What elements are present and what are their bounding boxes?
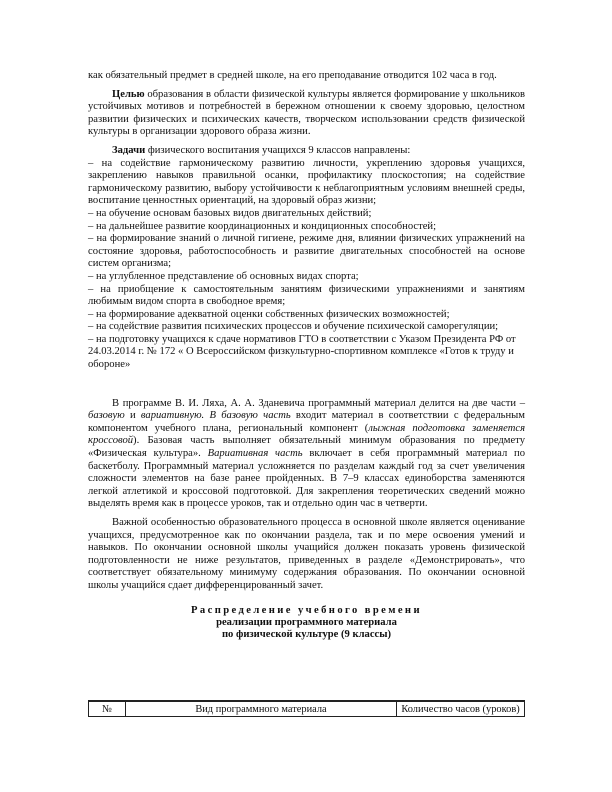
tasks-text: физического воспитания учащихся 9 классов направлены: [145,144,411,156]
task-item: – на обучение основам базовых видов двигательных действий; [88,207,372,219]
goal-lead: Целью [112,88,145,100]
intro-paragraph: как обязательный предмет в средней школе, на его преподавание отводится 102 часа в год. [88,70,497,81]
program-text: ). Базовая часть выполняет обязательный минимум образования по предмету «Физическая культура». [88,435,525,460]
header-material-type: Вид программного материала [126,701,397,717]
header-number: № [89,701,126,717]
task-item: – на приобщение к самостоятельным занятиям физическими упражнениями и занятиям любимым видом спорта в свободное время; [88,283,525,308]
program-text: входит материал в соответствии с федеральным компонентом учебного плана, региональный компонент ( [88,410,526,434]
document-page [88,70,525,642]
task-item: – на дальнейшее развитие координационных и кондиционных способностей; [88,220,437,232]
table-header-row [89,701,525,717]
task-item: – на содействие развития психических процессов и обучение психической саморегуляции; [88,321,499,333]
program-emph: вариативную. В базовую часть [140,410,291,422]
task-item: – на формирование адекватной оценки собственных физических возможностей; [88,308,450,320]
distribution-table [88,700,525,717]
program-emph: лыжная подготовка заменяется кроссовой [88,422,525,447]
task-item: – на углубленное представление об основных видах спорта; [88,270,359,282]
goal-text: образования в области физической культуры является формирование у школьников устойчивых мотивов и потребностей в бережном отношении к своему здоровью, целостном развитии физических и психических качеств, творческом использовании средств физической культуры в организации здорового образа жизни. [88,88,525,138]
task-item: – на содействие гармоническому развитию личности, укреплению здоровья учащихся, закреплению навыков правильной осанки, профилактику плоскостопия; на содействие гармоническому развитию, выбору устойчивости к неблагоприятным условиям внешней среды, воспитание ценностных ориентаций, на здоровый образ жизни; [88,157,525,207]
heading-line: по физической культуре (9 классы) [221,629,392,641]
heading-line: реализации программного материала [216,616,397,628]
task-item: – на формирование знаний о личной гигиене, режиме дня, влиянии физических упражнений на состояние здоровья, работоспособность и развитие двигательных способностей на основе систем организма; [88,233,525,270]
tasks-paragraph [88,145,525,158]
program-text: включает в себя программный материал по баскетболу. Программный материал усложняется по разделам каждый год за счет увеличения сложности элементов на базе ранее пройденных. В 7–9 классах единоборства заменяются легкой атлетикой и кроссовой подготовкой. Для закрепления теоретических сведений можно выделять время как в процессе уроков, так и отдельно один час в четверти. [88,448,526,510]
program-emph: Вариативная часть [207,448,303,460]
program-emph: базовую [88,410,125,422]
goal-paragraph [88,89,525,139]
section-heading [88,605,525,642]
tasks-lead: Задачи [112,144,146,156]
task-item: – на подготовку учащихся к сдаче нормативов ГТО в соответствии с Указом Президента РФ от 24.03.2014 г. № 172 « О Всероссийском физкультурно-спортивном комплексе «Готов к труду и обороне» [88,333,516,371]
heading-line: Распределение учебного времени [191,604,422,616]
feature-paragraph: Важной особенностью образовательного процесса в основной школе является оценивание учащихся, предусмотренное как по окончании раздела, так и по мере освоения умений и навыков. По окончании основной школы учащийся должен показать уровень физической подготовленности не ниже результатов, приведенных в разделе «Демонстрировать», что соответствует обязательному минимуму содержания образования. По окончании основной школы учащийся сдает дифференцированный зачет. [88,517,525,591]
program-text: и [124,410,141,422]
program-paragraph [88,398,525,511]
header-hours: Количество часов (уроков) [397,701,525,717]
program-text: В программе В. И. Ляха, А. А. Зданевича программный материал делится на две части – [112,397,525,409]
